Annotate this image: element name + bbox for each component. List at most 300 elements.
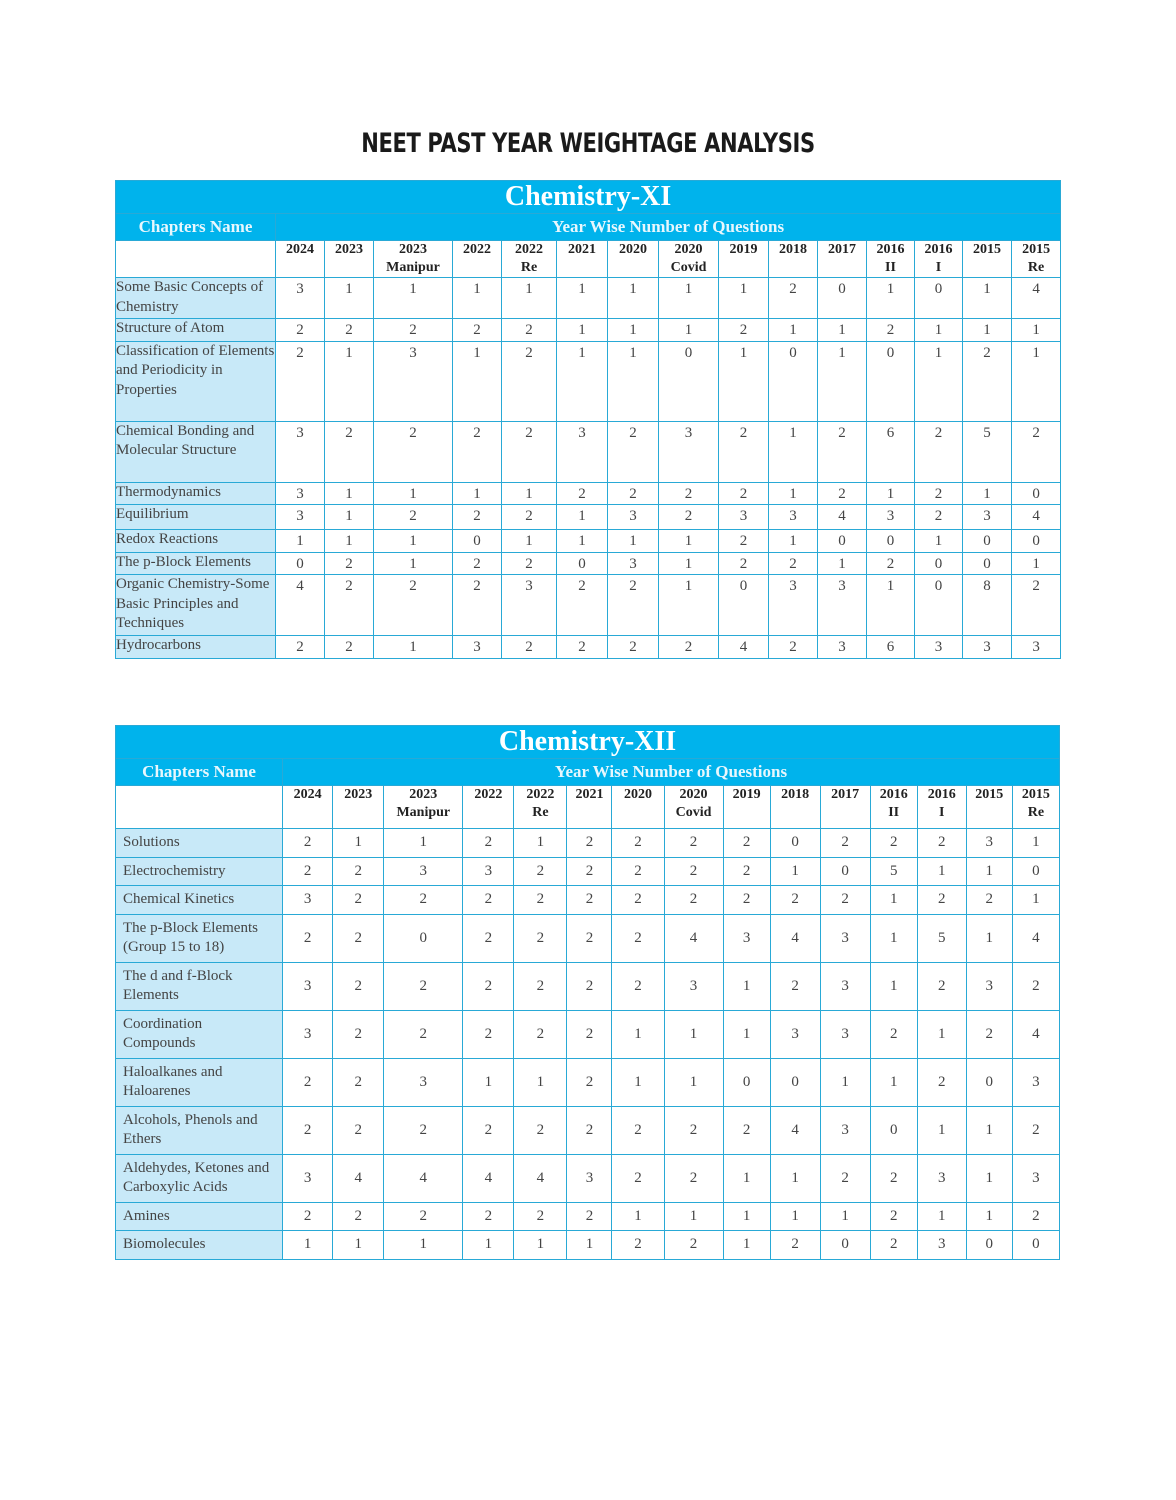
year-column-header	[612, 786, 664, 829]
question-count-cell: 2	[567, 857, 612, 886]
question-count-cell: 2	[723, 857, 770, 886]
question-count-cell: 4	[770, 1106, 820, 1154]
chapters-name-header: Chapters Name	[116, 214, 276, 241]
question-count-cell: 2	[567, 1202, 612, 1231]
question-count-cell: 2	[608, 421, 659, 482]
question-count-cell: 2	[283, 857, 333, 886]
question-count-cell: 2	[567, 886, 612, 915]
question-count-cell: 2	[567, 962, 612, 1010]
question-count-cell: 1	[1012, 319, 1061, 342]
question-count-cell: 1	[966, 1202, 1012, 1231]
question-count-cell: 0	[1012, 1231, 1059, 1260]
question-count-cell: 2	[374, 421, 453, 482]
question-count-cell: 1	[1012, 552, 1061, 575]
question-count-cell: 1	[917, 1010, 966, 1058]
year-column-header	[870, 786, 917, 829]
question-count-cell: 1	[917, 1202, 966, 1231]
question-count-cell: 0	[557, 552, 608, 575]
question-count-cell: 3	[966, 829, 1012, 858]
question-count-cell: 4	[719, 636, 769, 659]
question-count-cell: 1	[917, 857, 966, 886]
year-sublabel: II	[888, 805, 900, 820]
question-count-cell: 1	[325, 341, 374, 421]
question-count-cell: 2	[333, 914, 384, 962]
question-count-cell: 1	[1012, 886, 1059, 915]
question-count-cell: 2	[870, 1154, 917, 1202]
question-count-cell: 1	[384, 1231, 463, 1260]
question-count-cell: 1	[374, 530, 453, 553]
question-count-cell: 3	[608, 552, 659, 575]
chapter-name-cell: Solutions	[116, 829, 283, 858]
question-count-cell: 2	[719, 319, 769, 342]
question-count-cell: 1	[966, 1106, 1012, 1154]
question-count-cell: 3	[384, 857, 463, 886]
year-label: 2015	[1021, 787, 1050, 802]
question-count-cell: 1	[557, 319, 608, 342]
question-count-cell: 0	[915, 575, 963, 636]
year-sublabel: Manipur	[386, 260, 440, 275]
question-count-cell: 3	[769, 575, 818, 636]
question-count-cell: 2	[719, 421, 769, 482]
question-count-cell: 1	[867, 482, 915, 505]
question-count-cell: 1	[463, 1231, 514, 1260]
question-count-cell: 1	[557, 278, 608, 319]
question-count-cell: 1	[769, 421, 818, 482]
question-count-cell: 2	[608, 575, 659, 636]
question-count-cell: 4	[1012, 505, 1061, 530]
question-count-cell: 1	[325, 505, 374, 530]
year-label: 2022	[526, 787, 555, 802]
question-count-cell: 1	[770, 857, 820, 886]
question-count-cell: 1	[608, 278, 659, 319]
question-count-cell: 2	[867, 552, 915, 575]
question-count-cell: 2	[384, 1010, 463, 1058]
question-count-cell: 1	[463, 1058, 514, 1106]
question-count-cell: 1	[769, 530, 818, 553]
year-wise-header: Year Wise Number of Questions	[283, 759, 1060, 786]
question-count-cell: 2	[820, 829, 870, 858]
year-sublabel: Re	[1027, 260, 1045, 275]
question-count-cell: 2	[283, 1106, 333, 1154]
question-count-cell: 4	[664, 914, 723, 962]
question-count-cell: 1	[963, 278, 1012, 319]
year-label: 2015	[975, 787, 1004, 802]
question-count-cell: 2	[612, 914, 664, 962]
question-count-cell: 1	[557, 505, 608, 530]
question-count-cell: 3	[276, 421, 325, 482]
question-count-cell: 1	[915, 341, 963, 421]
year-label: 2019	[729, 242, 758, 257]
question-count-cell: 4	[770, 914, 820, 962]
year-column-header	[659, 241, 719, 278]
question-count-cell: 0	[966, 1231, 1012, 1260]
question-count-cell: 0	[719, 575, 769, 636]
chapters-name-header: Chapters Name	[116, 759, 283, 786]
question-count-cell: 1	[557, 530, 608, 553]
question-count-cell: 1	[502, 482, 557, 505]
question-count-cell: 2	[723, 886, 770, 915]
question-count-cell: 2	[557, 575, 608, 636]
question-count-cell: 1	[818, 341, 867, 421]
chapter-name-cell: Coordination Compounds	[116, 1010, 283, 1058]
year-column-header	[1012, 241, 1061, 278]
question-count-cell: 1	[867, 278, 915, 319]
chemistry-xi-table	[115, 180, 1061, 659]
question-count-cell: 0	[770, 1058, 820, 1106]
year-label: 2016	[924, 242, 953, 257]
question-count-cell: 4	[276, 575, 325, 636]
question-count-cell: 1	[567, 1231, 612, 1260]
question-count-cell: 2	[502, 421, 557, 482]
question-count-cell: 6	[867, 421, 915, 482]
question-count-cell: 2	[612, 962, 664, 1010]
question-count-cell: 1	[514, 1058, 567, 1106]
chapter-name-cell: Aldehydes, Ketones and Carboxylic Acids	[116, 1154, 283, 1202]
question-count-cell: 2	[325, 552, 374, 575]
question-count-cell: 1	[557, 341, 608, 421]
question-count-cell: 2	[770, 1231, 820, 1260]
question-count-cell: 3	[963, 636, 1012, 659]
year-column-header	[283, 786, 333, 829]
year-column-header	[333, 786, 384, 829]
question-count-cell: 2	[333, 857, 384, 886]
question-count-cell: 2	[333, 1010, 384, 1058]
question-count-cell: 2	[333, 886, 384, 915]
question-count-cell: 1	[820, 1058, 870, 1106]
question-count-cell: 2	[514, 914, 567, 962]
question-count-cell: 2	[283, 914, 333, 962]
question-count-cell: 1	[384, 829, 463, 858]
question-count-cell: 1	[723, 1154, 770, 1202]
question-count-cell: 0	[384, 914, 463, 962]
question-count-cell: 2	[608, 636, 659, 659]
table-body	[116, 829, 1060, 1260]
question-count-cell: 2	[463, 962, 514, 1010]
question-count-cell: 3	[769, 505, 818, 530]
question-count-cell: 2	[659, 505, 719, 530]
question-count-cell: 8	[963, 575, 1012, 636]
question-count-cell: 2	[557, 636, 608, 659]
question-count-cell: 1	[1012, 829, 1059, 858]
year-column-header	[374, 241, 453, 278]
question-count-cell: 1	[870, 962, 917, 1010]
year-column-header	[463, 786, 514, 829]
question-count-cell: 1	[723, 962, 770, 1010]
question-count-cell: 2	[966, 1010, 1012, 1058]
question-count-cell: 2	[915, 482, 963, 505]
year-label: 2020	[623, 787, 652, 802]
year-sublabel: I	[939, 805, 945, 820]
question-count-cell: 4	[384, 1154, 463, 1202]
question-count-cell: 2	[463, 886, 514, 915]
question-count-cell: 2	[608, 482, 659, 505]
question-count-cell: 1	[917, 1106, 966, 1154]
question-count-cell: 1	[608, 530, 659, 553]
chapter-name-cell: Classification of Elements and Periodicity in Properties	[116, 341, 276, 421]
year-column-header	[723, 786, 770, 829]
chapter-name-cell: Electrochemistry	[116, 857, 283, 886]
question-count-cell: 1	[659, 319, 719, 342]
question-count-cell: 3	[502, 575, 557, 636]
question-count-cell: 1	[770, 1202, 820, 1231]
question-count-cell: 1	[966, 857, 1012, 886]
question-count-cell: 1	[966, 1154, 1012, 1202]
question-count-cell: 2	[917, 886, 966, 915]
question-count-cell: 3	[820, 1010, 870, 1058]
year-column-header	[963, 241, 1012, 278]
question-count-cell: 2	[770, 962, 820, 1010]
question-count-cell: 2	[453, 575, 502, 636]
question-count-cell: 4	[818, 505, 867, 530]
year-header-row	[116, 786, 1060, 829]
chapter-name-cell: Haloalkanes and Haloarenes	[116, 1058, 283, 1106]
table-row	[116, 962, 1060, 1010]
chapter-name-cell: The p-Block Elements	[116, 552, 276, 575]
question-count-cell: 1	[664, 1058, 723, 1106]
question-count-cell: 2	[384, 1202, 463, 1231]
question-count-cell: 0	[770, 829, 820, 858]
question-count-cell: 2	[769, 278, 818, 319]
question-count-cell: 4	[1012, 278, 1061, 319]
question-count-cell: 4	[1012, 914, 1059, 962]
table-row	[116, 421, 1061, 482]
question-count-cell: 2	[276, 636, 325, 659]
question-count-cell: 3	[276, 505, 325, 530]
table-row	[116, 886, 1060, 915]
question-count-cell: 0	[659, 341, 719, 421]
question-count-cell: 0	[769, 341, 818, 421]
year-column-header	[770, 786, 820, 829]
question-count-cell: 2	[333, 1202, 384, 1231]
question-count-cell: 1	[915, 530, 963, 553]
question-count-cell: 2	[374, 575, 453, 636]
question-count-cell: 3	[283, 1010, 333, 1058]
question-count-cell: 3	[1012, 636, 1061, 659]
question-count-cell: 2	[915, 421, 963, 482]
question-count-cell: 2	[870, 829, 917, 858]
question-count-cell: 2	[917, 962, 966, 1010]
question-count-cell: 4	[333, 1154, 384, 1202]
question-count-cell: 3	[463, 857, 514, 886]
question-count-cell: 1	[502, 278, 557, 319]
question-count-cell: 2	[514, 1010, 567, 1058]
question-count-cell: 1	[325, 482, 374, 505]
year-column-header	[917, 786, 966, 829]
question-count-cell: 2	[917, 1058, 966, 1106]
question-count-cell: 3	[453, 636, 502, 659]
question-count-cell: 4	[514, 1154, 567, 1202]
table-row	[116, 278, 1061, 319]
question-count-cell: 1	[374, 278, 453, 319]
question-count-cell: 0	[1012, 857, 1059, 886]
chapter-name-cell: Equilibrium	[116, 505, 276, 530]
question-count-cell: 2	[325, 319, 374, 342]
year-label: 2016	[927, 787, 956, 802]
question-count-cell: 2	[514, 962, 567, 1010]
question-count-cell: 2	[453, 552, 502, 575]
question-count-cell: 2	[567, 1106, 612, 1154]
question-count-cell: 4	[1012, 1010, 1059, 1058]
question-count-cell: 2	[915, 505, 963, 530]
question-count-cell: 1	[333, 1231, 384, 1260]
year-column-header	[608, 241, 659, 278]
year-label: 2015	[973, 242, 1001, 257]
question-count-cell: 2	[769, 636, 818, 659]
year-column-header	[719, 241, 769, 278]
question-count-cell: 0	[1012, 482, 1061, 505]
question-count-cell: 3	[283, 962, 333, 1010]
question-count-cell: 1	[664, 1202, 723, 1231]
year-label: 2023	[409, 787, 438, 802]
question-count-cell: 3	[820, 962, 870, 1010]
question-count-cell: 0	[723, 1058, 770, 1106]
question-count-cell: 1	[769, 319, 818, 342]
question-count-cell: 0	[818, 278, 867, 319]
question-count-cell: 2	[567, 914, 612, 962]
question-count-cell: 0	[867, 341, 915, 421]
question-count-cell: 2	[1012, 962, 1059, 1010]
year-label: 2022	[515, 242, 543, 257]
question-count-cell: 0	[818, 530, 867, 553]
question-count-cell: 1	[769, 482, 818, 505]
year-label: 2020	[619, 242, 647, 257]
question-count-cell: 2	[567, 1058, 612, 1106]
question-count-cell: 1	[608, 341, 659, 421]
question-count-cell: 1	[966, 914, 1012, 962]
question-count-cell: 5	[917, 914, 966, 962]
year-label: 2016	[879, 787, 908, 802]
question-count-cell: 2	[283, 1058, 333, 1106]
question-count-cell: 1	[963, 482, 1012, 505]
question-count-cell: 2	[276, 341, 325, 421]
question-count-cell: 1	[723, 1010, 770, 1058]
year-sublabel: Covid	[675, 805, 712, 820]
question-count-cell: 5	[870, 857, 917, 886]
year-column-header	[384, 786, 463, 829]
blank-header-cell	[116, 786, 283, 829]
year-column-header	[966, 786, 1012, 829]
year-sublabel: Re	[532, 805, 549, 820]
table-row	[116, 914, 1060, 962]
question-count-cell: 3	[659, 421, 719, 482]
chapter-name-cell: Organic Chemistry-Some Basic Principles and Techniques	[116, 575, 276, 636]
table-row	[116, 857, 1060, 886]
question-count-cell: 1	[659, 278, 719, 319]
question-count-cell: 3	[818, 636, 867, 659]
question-count-cell: 3	[283, 1154, 333, 1202]
question-count-cell: 2	[719, 482, 769, 505]
question-count-cell: 2	[276, 319, 325, 342]
table-row	[116, 552, 1061, 575]
table-row	[116, 1058, 1060, 1106]
table-row	[116, 482, 1061, 505]
question-count-cell: 2	[870, 1231, 917, 1260]
year-label: 2020	[674, 242, 703, 257]
year-label: 2021	[568, 242, 596, 257]
question-count-cell: 2	[818, 482, 867, 505]
question-count-cell: 2	[384, 886, 463, 915]
question-count-cell: 2	[870, 1202, 917, 1231]
year-sublabel: II	[885, 260, 896, 275]
table-title: Chemistry-XII	[116, 726, 1060, 759]
question-count-cell: 1	[870, 886, 917, 915]
question-count-cell: 2	[514, 1106, 567, 1154]
question-count-cell: 6	[867, 636, 915, 659]
year-header-row	[116, 241, 1061, 278]
year-column-header	[820, 786, 870, 829]
question-count-cell: 3	[664, 962, 723, 1010]
question-count-cell: 2	[463, 829, 514, 858]
question-count-cell: 2	[820, 1154, 870, 1202]
page-title: NEET PAST YEAR WEIGHTAGE ANALYSIS	[361, 128, 815, 159]
question-count-cell: 0	[1012, 530, 1061, 553]
chapter-name-cell: Thermodynamics	[116, 482, 276, 505]
year-label: 2022	[463, 242, 491, 257]
question-count-cell: 4	[463, 1154, 514, 1202]
question-count-cell: 1	[867, 575, 915, 636]
question-count-cell: 1	[1012, 341, 1061, 421]
year-column-header	[664, 786, 723, 829]
table-row	[116, 1202, 1060, 1231]
question-count-cell: 3	[963, 505, 1012, 530]
year-sublabel: Manipur	[396, 805, 451, 820]
year-column-header	[567, 786, 612, 829]
question-count-cell: 2	[723, 829, 770, 858]
question-count-cell: 1	[325, 530, 374, 553]
question-count-cell: 1	[820, 1202, 870, 1231]
question-count-cell: 2	[325, 421, 374, 482]
question-count-cell: 0	[453, 530, 502, 553]
question-count-cell: 2	[283, 1202, 333, 1231]
year-wise-header: Year Wise Number of Questions	[276, 214, 1061, 241]
table-row	[116, 530, 1061, 553]
question-count-cell: 1	[723, 1202, 770, 1231]
question-count-cell: 1	[664, 1010, 723, 1058]
question-count-cell: 2	[567, 1010, 612, 1058]
question-count-cell: 2	[723, 1106, 770, 1154]
question-count-cell: 2	[514, 1202, 567, 1231]
question-count-cell: 1	[612, 1202, 664, 1231]
question-count-cell: 2	[463, 1106, 514, 1154]
year-label: 2016	[876, 242, 905, 257]
question-count-cell: 3	[283, 886, 333, 915]
question-count-cell: 0	[867, 530, 915, 553]
question-count-cell: 2	[502, 552, 557, 575]
question-count-cell: 0	[276, 552, 325, 575]
question-count-cell: 1	[870, 914, 917, 962]
question-count-cell: 0	[915, 278, 963, 319]
year-sublabel: Re	[520, 260, 538, 275]
question-count-cell: 1	[374, 636, 453, 659]
question-count-cell: 2	[664, 857, 723, 886]
question-count-cell: 2	[770, 886, 820, 915]
question-count-cell: 1	[333, 829, 384, 858]
chapter-name-cell: Alcohols, Phenols and Ethers	[116, 1106, 283, 1154]
question-count-cell: 1	[514, 1231, 567, 1260]
chapter-name-cell: Redox Reactions	[116, 530, 276, 553]
year-label: 2020	[679, 787, 708, 802]
question-count-cell: 3	[557, 421, 608, 482]
question-count-cell: 1	[612, 1058, 664, 1106]
question-count-cell: 2	[502, 319, 557, 342]
question-count-cell: 1	[818, 552, 867, 575]
question-count-cell: 1	[719, 278, 769, 319]
question-count-cell: 2	[870, 1010, 917, 1058]
question-count-cell: 2	[1012, 575, 1061, 636]
question-count-cell: 2	[719, 552, 769, 575]
question-count-cell: 2	[612, 1154, 664, 1202]
question-count-cell: 2	[612, 886, 664, 915]
